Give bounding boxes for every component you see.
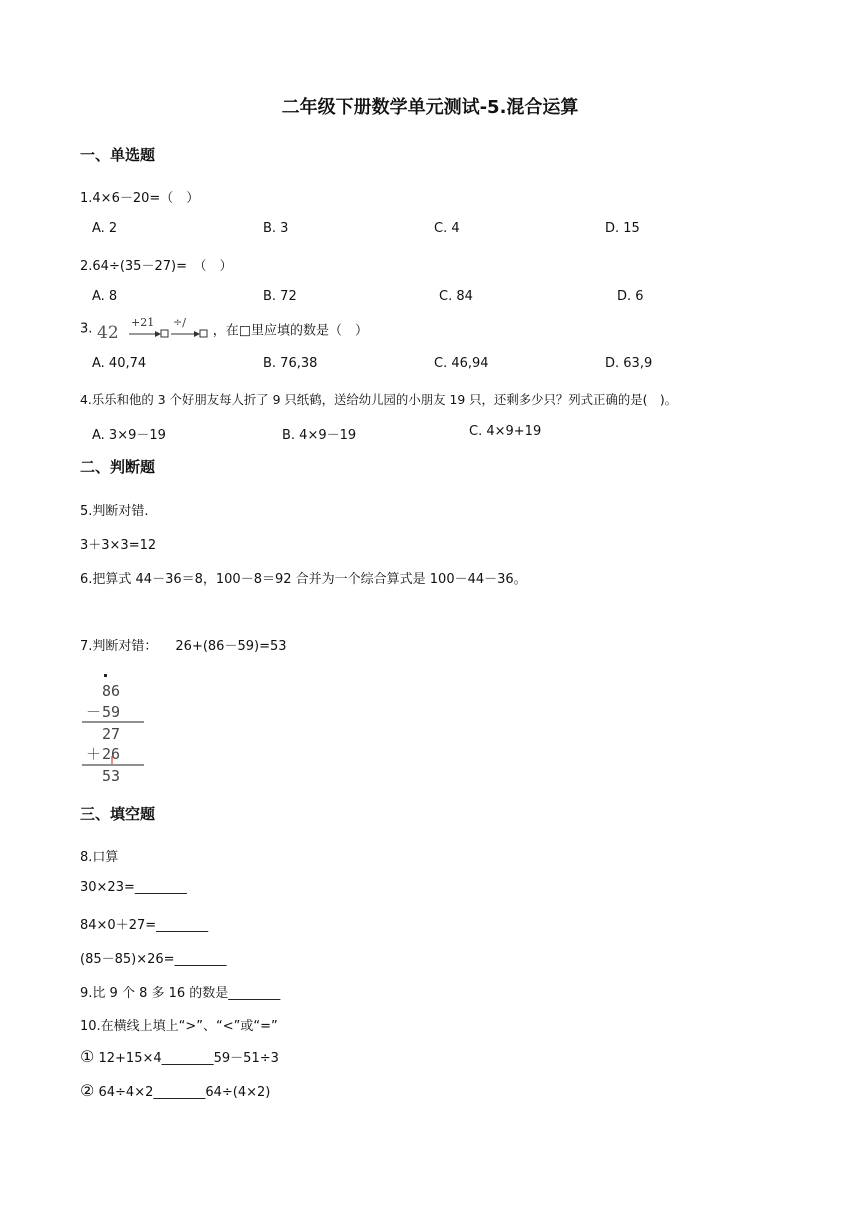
question-4: 4.乐乐和他的 3 个好朋友每人折了 9 只纸鹤，送给幼儿园的小朋友 19 只，还剩多少只？列式正确的是( )。 (80, 392, 678, 407)
q3-start-number: 42 (96, 323, 119, 342)
q3-flow-diagram (97, 316, 209, 342)
q4-option-a: A. 3×9－19 (92, 428, 166, 443)
question-10: 10.在横线上填上“>”、“<”或“=” (80, 1019, 278, 1034)
section-heading-single-choice: 一、单选题 (80, 146, 156, 164)
vcalc-row-difference: 27 (102, 725, 121, 743)
q4-option-c: C. 4×9+19 (469, 424, 542, 439)
q3-blank-box-1 (161, 330, 168, 337)
q1-option-a: A. 2 (92, 221, 118, 236)
q7-expression: 26+(86－59)=53 (175, 639, 287, 654)
vcalc-row-minuend: 86 (102, 682, 121, 700)
q3-suffix: ，在□里应填的数是（ ） (212, 323, 368, 339)
vcalc-minus-sign: － (86, 703, 102, 721)
q10-item-1 (80, 1047, 279, 1066)
q10-item-1-text: 12+15×4________59－51÷3 (98, 1051, 279, 1066)
question-3 (80, 316, 368, 346)
q2-option-a: A. 8 (92, 289, 118, 304)
question-2: 2.64÷(35－27)= （ ） (80, 259, 233, 274)
q2-option-b: B. 72 (263, 289, 297, 304)
q2-option-c: C. 84 (439, 289, 473, 304)
q3-blank-box-2 (200, 330, 207, 337)
q4-option-b: B. 4×9－19 (282, 428, 357, 443)
q3-option-d: D. 63,9 (605, 356, 653, 371)
q2-option-d: D. 6 (617, 289, 644, 304)
question-7 (80, 635, 287, 654)
question-6: 6.把算式 44－36＝8，100－8＝92 合并为一个综合算式是 100－44－36。 (80, 572, 527, 587)
question-5-expression: 3＋3×3=12 (80, 538, 157, 553)
section-heading-fill-blank: 三、填空题 (80, 805, 156, 823)
vcalc-plus-sign: ＋ (86, 745, 102, 763)
q8-line-1: 30×23=________ (80, 880, 187, 895)
q3-step2-label: ÷/ (172, 316, 186, 329)
q7-vertical-calculation (80, 668, 150, 784)
q3-option-b: B. 76,38 (263, 356, 318, 371)
question-5: 5.判断对错. (80, 504, 149, 519)
question-9: 9.比 9 个 8 多 16 的数是________ (80, 986, 281, 1001)
q3-option-c: C. 46,94 (434, 356, 489, 371)
q1-option-c: C. 4 (434, 221, 460, 236)
q10-item-2 (80, 1081, 270, 1100)
q7-label: 7.判断对错： (80, 639, 158, 654)
vcalc-row-subtrahend: 59 (102, 703, 121, 721)
q8-line-3: (85－85)×26=________ (80, 952, 227, 967)
q10-item-2-text: 64÷4×2________64÷(4×2) (98, 1085, 271, 1100)
q3-prefix: 3. (80, 321, 93, 337)
question-8: 8.口算 (80, 850, 119, 865)
q3-arrowhead-2 (194, 331, 200, 337)
vcalc-row-sum: 53 (102, 767, 121, 784)
q3-option-a: A. 40,74 (92, 356, 147, 371)
q10-item-1-number: ① (80, 1047, 95, 1066)
vcalc-row-addend: 26 (102, 745, 121, 763)
q1-option-b: B. 3 (263, 221, 289, 236)
question-1: 1.4×6－20=（ ） (80, 191, 200, 206)
q3-step1-label: +21 (130, 316, 154, 329)
q1-option-d: D. 15 (605, 221, 640, 236)
q10-item-2-number: ② (80, 1081, 95, 1100)
q8-line-2: 84×0＋27=________ (80, 918, 209, 933)
section-heading-true-false: 二、判断题 (80, 458, 156, 476)
carry-dot (104, 674, 107, 677)
page-title: 二年级下册数学单元测试-5.混合运算 (281, 97, 579, 118)
q3-arrowhead-1 (155, 331, 161, 337)
